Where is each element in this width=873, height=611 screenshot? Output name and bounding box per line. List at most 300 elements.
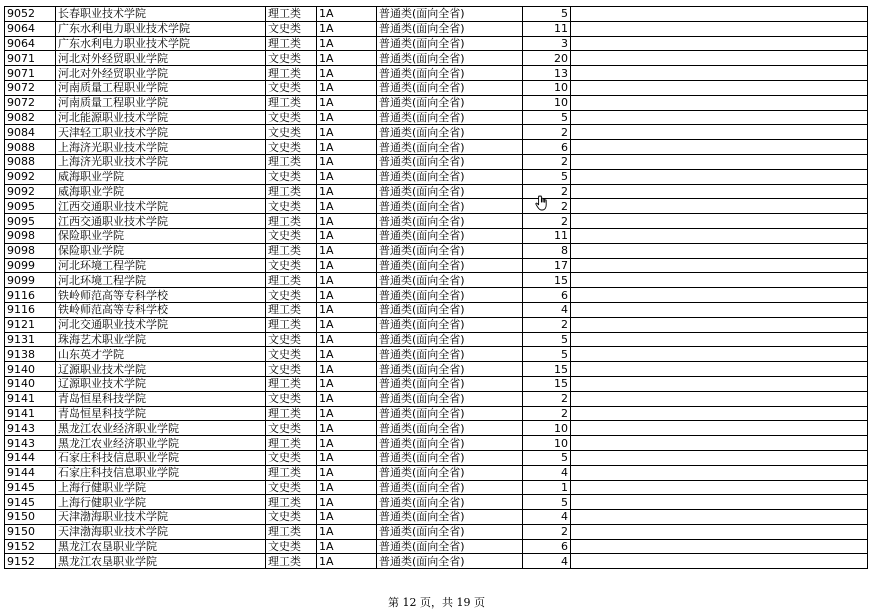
cell-empty (571, 376, 868, 391)
cell-count: 2 (523, 317, 571, 332)
cell-empty (571, 554, 868, 569)
cell-batch: 1A (317, 110, 377, 125)
cell-type: 普通类(面向全省) (377, 406, 523, 421)
cell-school-name: 铁岭师范高等专科学校 (56, 288, 266, 303)
cell-empty (571, 495, 868, 510)
cell-school-name: 威海职业学院 (56, 169, 266, 184)
cell-subject: 理工类 (266, 436, 317, 451)
cell-subject: 理工类 (266, 184, 317, 199)
cell-subject: 理工类 (266, 66, 317, 81)
table-row (5, 80, 868, 95)
table-row (5, 110, 868, 125)
cell-empty (571, 125, 868, 140)
cell-count: 10 (523, 436, 571, 451)
cell-batch: 1A (317, 228, 377, 243)
cell-type: 普通类(面向全省) (377, 495, 523, 510)
hand-pointer-icon (534, 194, 552, 212)
table-body (5, 7, 868, 569)
cell-empty (571, 95, 868, 110)
cell-code: 9141 (5, 406, 56, 421)
cell-empty (571, 184, 868, 199)
cell-empty (571, 332, 868, 347)
cell-count: 6 (523, 140, 571, 155)
cell-type: 普通类(面向全省) (377, 510, 523, 525)
table-row (5, 554, 868, 569)
cell-empty (571, 421, 868, 436)
cell-empty (571, 228, 868, 243)
cell-batch: 1A (317, 465, 377, 480)
cell-subject: 理工类 (266, 302, 317, 317)
cell-school-name: 江西交通职业技术学院 (56, 214, 266, 229)
table-row (5, 199, 868, 214)
cell-batch: 1A (317, 214, 377, 229)
cell-type: 普通类(面向全省) (377, 450, 523, 465)
table-row (5, 214, 868, 229)
cell-type: 普通类(面向全省) (377, 391, 523, 406)
cell-school-name: 保险职业学院 (56, 243, 266, 258)
cell-code: 9116 (5, 288, 56, 303)
cell-code: 9064 (5, 21, 56, 36)
cell-school-name: 石家庄科技信息职业学院 (56, 450, 266, 465)
cell-batch: 1A (317, 362, 377, 377)
cell-batch: 1A (317, 495, 377, 510)
table-row (5, 288, 868, 303)
cell-batch: 1A (317, 376, 377, 391)
cell-school-name: 黑龙江农业经济职业学院 (56, 421, 266, 436)
cell-empty (571, 391, 868, 406)
cell-subject: 理工类 (266, 376, 317, 391)
cell-code: 9098 (5, 228, 56, 243)
table-row (5, 21, 868, 36)
cell-batch: 1A (317, 36, 377, 51)
cell-empty (571, 539, 868, 554)
cell-count: 13 (523, 66, 571, 81)
table-row (5, 302, 868, 317)
cell-count: 3 (523, 36, 571, 51)
cell-subject: 文史类 (266, 125, 317, 140)
table-row (5, 243, 868, 258)
cell-school-name: 长春职业技术学院 (56, 7, 266, 22)
cell-code: 9088 (5, 140, 56, 155)
cell-type: 普通类(面向全省) (377, 347, 523, 362)
cell-school-name: 上海行健职业学院 (56, 495, 266, 510)
cell-empty (571, 140, 868, 155)
cell-empty (571, 436, 868, 451)
cell-count: 5 (523, 169, 571, 184)
table-row (5, 95, 868, 110)
cell-school-name: 青岛恒星科技学院 (56, 406, 266, 421)
cell-count: 4 (523, 510, 571, 525)
table-row (5, 450, 868, 465)
cell-code: 9121 (5, 317, 56, 332)
cell-school-name: 河北交通职业技术学院 (56, 317, 266, 332)
cell-code: 9092 (5, 169, 56, 184)
cell-count: 10 (523, 95, 571, 110)
cell-count: 5 (523, 332, 571, 347)
cell-empty (571, 51, 868, 66)
cell-subject: 文史类 (266, 347, 317, 362)
cell-empty (571, 110, 868, 125)
cell-code: 9084 (5, 125, 56, 140)
cell-school-name: 广东水利电力职业技术学院 (56, 36, 266, 51)
cell-type: 普通类(面向全省) (377, 436, 523, 451)
cell-code: 9098 (5, 243, 56, 258)
cell-batch: 1A (317, 7, 377, 22)
cell-school-name: 青岛恒星科技学院 (56, 391, 266, 406)
cell-school-name: 黑龙江农垦职业学院 (56, 554, 266, 569)
cell-subject: 文史类 (266, 140, 317, 155)
cell-subject: 理工类 (266, 214, 317, 229)
cell-subject: 理工类 (266, 524, 317, 539)
cell-school-name: 天津轻工职业技术学院 (56, 125, 266, 140)
cell-type: 普通类(面向全省) (377, 421, 523, 436)
cell-empty (571, 36, 868, 51)
cell-subject: 文史类 (266, 510, 317, 525)
cell-type: 普通类(面向全省) (377, 332, 523, 347)
table-row (5, 169, 868, 184)
cell-empty (571, 480, 868, 495)
cell-school-name: 上海济光职业技术学院 (56, 154, 266, 169)
cell-subject: 理工类 (266, 7, 317, 22)
cell-count: 5 (523, 7, 571, 22)
cell-empty (571, 288, 868, 303)
cell-batch: 1A (317, 510, 377, 525)
cell-empty (571, 80, 868, 95)
cell-type: 普通类(面向全省) (377, 362, 523, 377)
cell-school-name: 上海行健职业学院 (56, 480, 266, 495)
cell-type: 普通类(面向全省) (377, 288, 523, 303)
cell-count: 1 (523, 480, 571, 495)
cell-subject: 文史类 (266, 421, 317, 436)
cell-subject: 理工类 (266, 95, 317, 110)
cell-count: 2 (523, 214, 571, 229)
cell-batch: 1A (317, 80, 377, 95)
cell-batch: 1A (317, 421, 377, 436)
cell-batch: 1A (317, 347, 377, 362)
cell-school-name: 河北环境工程学院 (56, 273, 266, 288)
cell-empty (571, 154, 868, 169)
cell-code: 9052 (5, 7, 56, 22)
cell-subject: 文史类 (266, 539, 317, 554)
cell-code: 9150 (5, 524, 56, 539)
cell-school-name: 辽源职业技术学院 (56, 362, 266, 377)
cell-type: 普通类(面向全省) (377, 228, 523, 243)
cell-school-name: 山东英才学院 (56, 347, 266, 362)
cell-subject: 文史类 (266, 199, 317, 214)
cell-empty (571, 362, 868, 377)
cell-batch: 1A (317, 95, 377, 110)
cell-code: 9071 (5, 51, 56, 66)
cell-count: 15 (523, 362, 571, 377)
table-row (5, 332, 868, 347)
cell-school-name: 威海职业学院 (56, 184, 266, 199)
cell-count: 10 (523, 80, 571, 95)
cell-subject: 文史类 (266, 80, 317, 95)
cell-batch: 1A (317, 125, 377, 140)
cell-school-name: 天津渤海职业技术学院 (56, 524, 266, 539)
cell-code: 9095 (5, 214, 56, 229)
cell-type: 普通类(面向全省) (377, 21, 523, 36)
cell-empty (571, 21, 868, 36)
cell-type: 普通类(面向全省) (377, 154, 523, 169)
cell-batch: 1A (317, 66, 377, 81)
cell-count: 2 (523, 391, 571, 406)
cell-subject: 理工类 (266, 406, 317, 421)
table-row (5, 258, 868, 273)
cell-code: 9092 (5, 184, 56, 199)
cell-batch: 1A (317, 243, 377, 258)
cell-code: 9099 (5, 258, 56, 273)
table-row (5, 273, 868, 288)
cell-batch: 1A (317, 539, 377, 554)
table-row (5, 317, 868, 332)
cell-subject: 文史类 (266, 110, 317, 125)
cell-type: 普通类(面向全省) (377, 169, 523, 184)
cell-school-name: 河北对外经贸职业学院 (56, 51, 266, 66)
cell-count: 6 (523, 288, 571, 303)
cell-batch: 1A (317, 288, 377, 303)
table-row (5, 51, 868, 66)
cell-subject: 理工类 (266, 465, 317, 480)
table-row (5, 66, 868, 81)
cell-count: 8 (523, 243, 571, 258)
cell-count: 15 (523, 376, 571, 391)
cell-empty (571, 317, 868, 332)
cell-school-name: 石家庄科技信息职业学院 (56, 465, 266, 480)
enrollment-plan-table (4, 6, 868, 569)
cell-count: 2 (523, 199, 571, 214)
cell-empty (571, 406, 868, 421)
cell-count: 5 (523, 495, 571, 510)
cell-batch: 1A (317, 273, 377, 288)
cell-batch: 1A (317, 199, 377, 214)
table-row (5, 154, 868, 169)
cell-empty (571, 7, 868, 22)
table-row (5, 465, 868, 480)
cell-code: 9140 (5, 362, 56, 377)
cell-count: 2 (523, 406, 571, 421)
cell-subject: 文史类 (266, 51, 317, 66)
table-row (5, 421, 868, 436)
cell-subject: 理工类 (266, 243, 317, 258)
table-row (5, 524, 868, 539)
table-row (5, 391, 868, 406)
cell-code: 9141 (5, 391, 56, 406)
cell-code: 9144 (5, 450, 56, 465)
table-row (5, 347, 868, 362)
cell-type: 普通类(面向全省) (377, 7, 523, 22)
cell-type: 普通类(面向全省) (377, 66, 523, 81)
cell-batch: 1A (317, 184, 377, 199)
cell-batch: 1A (317, 436, 377, 451)
cell-school-name: 河北环境工程学院 (56, 258, 266, 273)
cell-subject: 文史类 (266, 228, 317, 243)
cell-count: 4 (523, 302, 571, 317)
cell-code: 9152 (5, 554, 56, 569)
cell-subject: 理工类 (266, 273, 317, 288)
table-row (5, 7, 868, 22)
cell-empty (571, 510, 868, 525)
table-row (5, 495, 868, 510)
table-row (5, 376, 868, 391)
cell-subject: 文史类 (266, 21, 317, 36)
table-row (5, 36, 868, 51)
cell-type: 普通类(面向全省) (377, 140, 523, 155)
cell-type: 普通类(面向全省) (377, 110, 523, 125)
cell-subject: 理工类 (266, 317, 317, 332)
cell-batch: 1A (317, 554, 377, 569)
cell-type: 普通类(面向全省) (377, 317, 523, 332)
cell-school-name: 河北能源职业技术学院 (56, 110, 266, 125)
cell-batch: 1A (317, 332, 377, 347)
cell-batch: 1A (317, 391, 377, 406)
cell-batch: 1A (317, 140, 377, 155)
cell-code: 9143 (5, 421, 56, 436)
cell-batch: 1A (317, 21, 377, 36)
cell-empty (571, 273, 868, 288)
cell-subject: 文史类 (266, 391, 317, 406)
cell-school-name: 珠海艺术职业学院 (56, 332, 266, 347)
cell-code: 9150 (5, 510, 56, 525)
cell-count: 4 (523, 554, 571, 569)
cell-code: 9088 (5, 154, 56, 169)
cell-type: 普通类(面向全省) (377, 539, 523, 554)
table-row (5, 184, 868, 199)
cell-subject: 理工类 (266, 154, 317, 169)
cell-empty (571, 199, 868, 214)
cell-type: 普通类(面向全省) (377, 95, 523, 110)
cell-count: 4 (523, 465, 571, 480)
table-row (5, 480, 868, 495)
cell-empty (571, 524, 868, 539)
cell-code: 9072 (5, 80, 56, 95)
cell-batch: 1A (317, 317, 377, 332)
cell-code: 9138 (5, 347, 56, 362)
cell-code: 9099 (5, 273, 56, 288)
cell-count: 2 (523, 125, 571, 140)
cell-subject: 理工类 (266, 554, 317, 569)
cell-empty (571, 347, 868, 362)
table-row (5, 436, 868, 451)
cell-empty (571, 66, 868, 81)
cell-count: 15 (523, 273, 571, 288)
cell-subject: 文史类 (266, 169, 317, 184)
cell-count: 17 (523, 258, 571, 273)
cell-count: 5 (523, 450, 571, 465)
cell-type: 普通类(面向全省) (377, 273, 523, 288)
cell-type: 普通类(面向全省) (377, 80, 523, 95)
cell-empty (571, 465, 868, 480)
cell-type: 普通类(面向全省) (377, 465, 523, 480)
cell-code: 9095 (5, 199, 56, 214)
cell-type: 普通类(面向全省) (377, 125, 523, 140)
cell-subject: 文史类 (266, 332, 317, 347)
table-row (5, 539, 868, 554)
page-footer: 第 12 页，共 19 页 (388, 596, 485, 609)
cell-subject: 文史类 (266, 362, 317, 377)
cell-batch: 1A (317, 450, 377, 465)
cell-type: 普通类(面向全省) (377, 302, 523, 317)
cell-count: 11 (523, 228, 571, 243)
cell-type: 普通类(面向全省) (377, 524, 523, 539)
cell-code: 9116 (5, 302, 56, 317)
cell-school-name: 河南质量工程职业学院 (56, 80, 266, 95)
cell-batch: 1A (317, 258, 377, 273)
cell-code: 9145 (5, 495, 56, 510)
cell-school-name: 黑龙江农垦职业学院 (56, 539, 266, 554)
cell-batch: 1A (317, 302, 377, 317)
cell-code: 9131 (5, 332, 56, 347)
cell-type: 普通类(面向全省) (377, 36, 523, 51)
cell-code: 9152 (5, 539, 56, 554)
cell-school-name: 辽源职业技术学院 (56, 376, 266, 391)
table-row (5, 362, 868, 377)
cell-count: 5 (523, 110, 571, 125)
cell-code: 9082 (5, 110, 56, 125)
cell-school-name: 铁岭师范高等专科学校 (56, 302, 266, 317)
cell-type: 普通类(面向全省) (377, 51, 523, 66)
table-row (5, 125, 868, 140)
cell-school-name: 天津渤海职业技术学院 (56, 510, 266, 525)
cell-subject: 理工类 (266, 36, 317, 51)
cell-batch: 1A (317, 406, 377, 421)
cell-type: 普通类(面向全省) (377, 184, 523, 199)
cell-subject: 文史类 (266, 258, 317, 273)
cell-school-name: 上海济光职业技术学院 (56, 140, 266, 155)
cell-count: 2 (523, 154, 571, 169)
cell-count: 10 (523, 421, 571, 436)
cell-empty (571, 302, 868, 317)
cell-count: 20 (523, 51, 571, 66)
cell-empty (571, 169, 868, 184)
cell-count: 5 (523, 347, 571, 362)
cell-type: 普通类(面向全省) (377, 243, 523, 258)
cell-empty (571, 450, 868, 465)
cell-school-name: 河南质量工程职业学院 (56, 95, 266, 110)
cell-subject: 文史类 (266, 480, 317, 495)
cell-school-name: 江西交通职业技术学院 (56, 199, 266, 214)
cell-school-name: 保险职业学院 (56, 228, 266, 243)
cell-count: 6 (523, 539, 571, 554)
cell-subject: 文史类 (266, 450, 317, 465)
cell-empty (571, 243, 868, 258)
cell-type: 普通类(面向全省) (377, 554, 523, 569)
cell-code: 9071 (5, 66, 56, 81)
cell-code: 9064 (5, 36, 56, 51)
cell-batch: 1A (317, 480, 377, 495)
cell-type: 普通类(面向全省) (377, 199, 523, 214)
cell-school-name: 黑龙江农业经济职业学院 (56, 436, 266, 451)
cell-type: 普通类(面向全省) (377, 258, 523, 273)
cell-batch: 1A (317, 169, 377, 184)
cell-code: 9145 (5, 480, 56, 495)
cell-type: 普通类(面向全省) (377, 480, 523, 495)
cell-type: 普通类(面向全省) (377, 214, 523, 229)
cell-batch: 1A (317, 154, 377, 169)
table-row (5, 510, 868, 525)
cell-school-name: 广东水利电力职业技术学院 (56, 21, 266, 36)
cell-subject: 文史类 (266, 288, 317, 303)
table-row (5, 228, 868, 243)
table-row (5, 406, 868, 421)
cell-count: 2 (523, 524, 571, 539)
cell-empty (571, 214, 868, 229)
cell-type: 普通类(面向全省) (377, 376, 523, 391)
cell-code: 9072 (5, 95, 56, 110)
cell-count: 2 (523, 184, 571, 199)
cell-count: 11 (523, 21, 571, 36)
cell-code: 9144 (5, 465, 56, 480)
